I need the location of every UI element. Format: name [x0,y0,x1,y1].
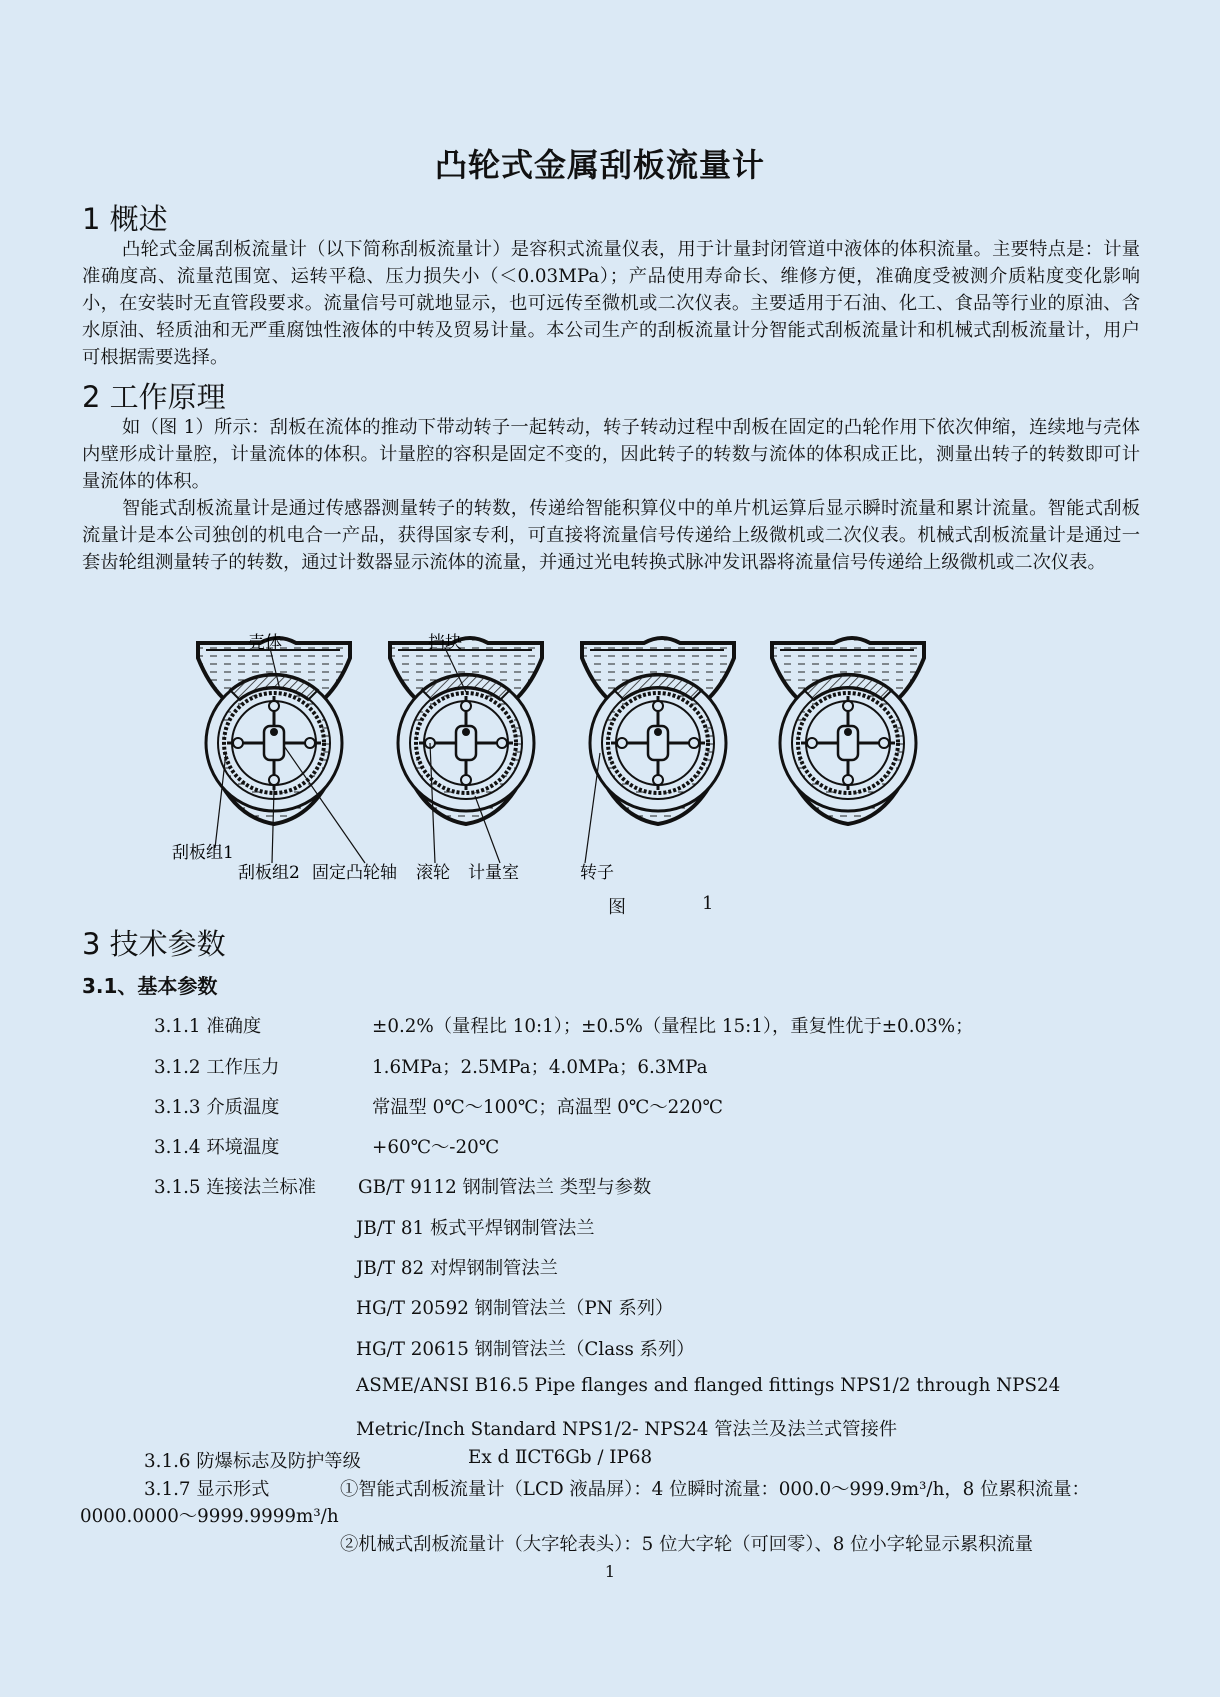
param-label-pressure: 3.1.2 工作压力 [154,1057,280,1078]
param-value-explosion-proof: Ex d ⅡCT6Gb / IP68 [468,1447,653,1468]
label-rotor: 转子 [580,863,614,883]
subsection-heading-basic-params: 3.1、基本参数 [82,974,218,998]
param-value-medium-temp: 常温型 0℃～100℃；高温型 0℃～220℃ [372,1097,724,1118]
param-label-medium-temp: 3.1.3 介质温度 [154,1097,280,1118]
page-number: 1 [604,1562,616,1581]
display-item-intelligent-cont: 0000.0000～9999.9999m³/h [80,1506,339,1527]
label-roller: 滚轮 [416,863,450,883]
param-label-explosion-proof: 3.1.6 防爆标志及防护等级 [144,1451,361,1472]
section-heading-specs: 3 技术参数 [82,927,226,961]
display-item-intelligent: ①智能式刮板流量计（LCD 液晶屏）：4 位瞬时流量：000.0～999.9m³/h，8 位累积流量： [340,1479,1090,1500]
meter-stage-2 [390,638,542,824]
working-principle-figure [172,628,960,888]
label-fixed-cam-shaft: 固定凸轮轴 [312,863,397,883]
flange-standard-item: Metric/Inch Standard NPS1/2- NPS24 管法兰及法兰式管接件 [356,1419,898,1440]
principle-paragraph-1: 如（图 1）所示：刮板在流体的推动下带动转子一起转动，转子转动过程中刮板在固定的凸轮作用下依次伸缩，连续地与壳体内壁形成计量腔，计量流体的体积。计量腔的容积是固定不变的，因此转子的转数与流体的体积成正比，测量出转子的转数即可计量流体的体积。 [82,417,1140,492]
param-value-ambient-temp: +60℃～-20℃ [372,1137,500,1158]
label-scraper-group-1: 刮板组1 [172,843,234,863]
label-shell: 壳体 [248,633,282,653]
label-scraper-group-2: 刮板组2 [238,863,300,883]
flange-standard-item: HG/T 20592 钢制管法兰（PN 系列） [356,1298,674,1319]
label-block: 挡块 [428,633,462,653]
flange-standard-item: JB/T 82 对焊钢制管法兰 [356,1258,558,1279]
param-value-flange-standard: GB/T 9112 钢制管法兰 类型与参数 [358,1177,652,1198]
flange-standard-item: ASME/ANSI B16.5 Pipe flanges and flanged fittings NPS1/2 through NPS24 [356,1375,1061,1396]
overview-paragraph: 凸轮式金属刮板流量计（以下简称刮板流量计）是容积式流量仪表，用于计量封闭管道中液体的体积流量。主要特点是：计量准确度高、流量范围宽、运转平稳、压力损失小（＜0.03MPa）；产品使用寿命长、维修方便，准确度受被测介质粘度变化影响小，在安装时无直管段要求。流量信号可就地显示，也可远传至微机或二次仪表。主要适用于石油、化工、食品等行业的原油、含水原油、轻质油和无严重腐蚀性液体的中转及贸易计量。本公司生产的刮板流量计分智能式刮板流量计和机械式刮板流量计，用户可根据需要选择。 [82,239,1140,368]
param-label-flange-standard: 3.1.5 连接法兰标准 [154,1177,317,1198]
param-label-accuracy: 3.1.1 准确度 [154,1016,262,1037]
meter-stage-4 [772,638,924,824]
param-value-pressure: 1.6MPa；2.5MPa；4.0MPa；6.3MPa [372,1057,708,1078]
param-label-display: 3.1.7 显示形式 [144,1479,270,1500]
label-measuring-chamber: 计量室 [468,863,519,883]
figure-caption-number: 1 [702,893,714,914]
figure-caption-prefix: 图 [608,897,626,918]
param-value-accuracy: ±0.2%（量程比 10:1）；±0.5%（量程比 15:1），重复性优于±0.03%； [372,1016,974,1037]
principle-paragraph-2: 智能式刮板流量计是通过传感器测量转子的转数，传递给智能积算仪中的单片机运算后显示瞬时流量和累计流量。智能式刮板流量计是本公司独创的机电合一产品，获得国家专利，可直接将流量信号传递给上级微机或二次仪表。机械式刮板流量计是通过一套齿轮组测量转子的转数，通过计数器显示流体的流量，并通过光电转换式脉冲发讯器将流量信号传递给上级微机或二次仪表。 [82,498,1140,573]
section-heading-principle: 2 工作原理 [82,380,226,414]
display-item-mechanical: ②机械式刮板流量计（大字轮表头）：5 位大字轮（可回零）、8 位小字轮显示累积流量 [340,1534,1033,1555]
flange-standard-item: JB/T 81 板式平焊钢制管法兰 [356,1218,595,1239]
page-title: 凸轮式金属刮板流量计 [434,146,765,184]
meter-stage-3 [582,638,734,824]
param-label-ambient-temp: 3.1.4 环境温度 [154,1137,280,1158]
flange-standard-item: HG/T 20615 钢制管法兰（Class 系列） [356,1339,695,1360]
section-heading-overview: 1 概述 [82,202,168,236]
